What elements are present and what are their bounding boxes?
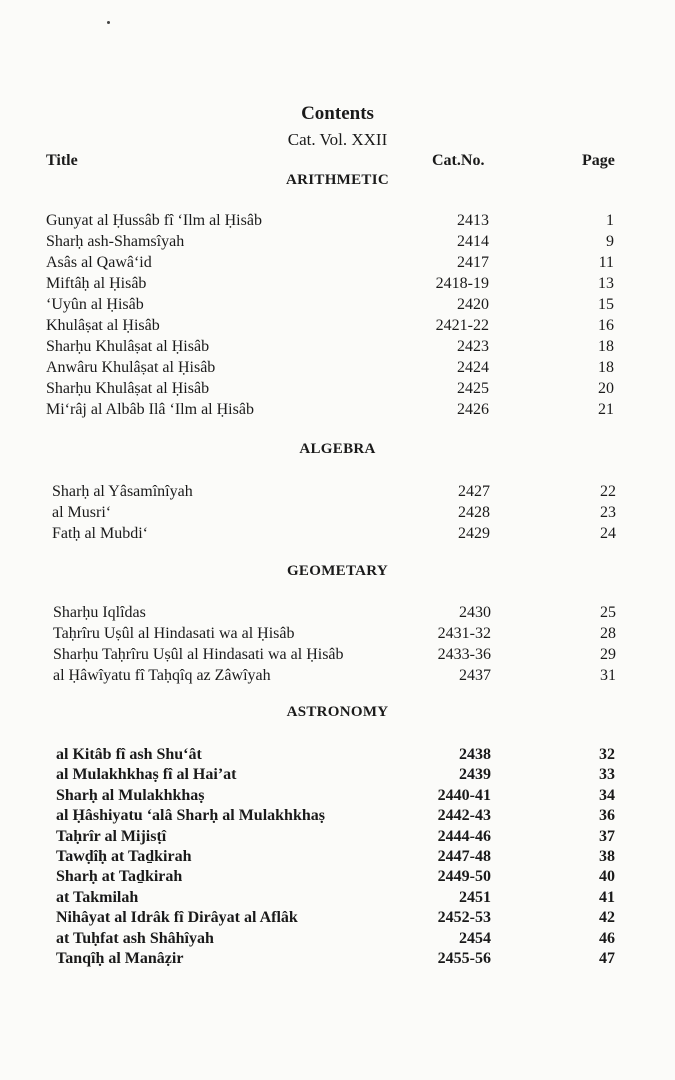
entry-catno: 2426 bbox=[457, 401, 489, 418]
column-header-catno: Cat.No. bbox=[432, 152, 485, 169]
entry-page: 23 bbox=[600, 504, 616, 521]
entry-title: Sharḥ ash-Shamsîyah bbox=[46, 233, 185, 250]
section-heading: GEOMETARY bbox=[286, 563, 389, 579]
entry-catno: 2431-32 bbox=[437, 625, 491, 642]
page-speck bbox=[107, 21, 110, 24]
entry-catno: 2451 bbox=[459, 888, 491, 906]
entry-page: 16 bbox=[598, 317, 614, 334]
entry-page: 40 bbox=[599, 868, 615, 886]
entry-title: al Kitâb fî ash Shu‘ât bbox=[56, 746, 202, 763]
toc-entry bbox=[46, 210, 614, 231]
entry-page: 41 bbox=[599, 888, 615, 906]
entry-title: Sharḥ al Mulakhkhaṣ bbox=[56, 786, 205, 804]
section-heading: ARITHMETIC bbox=[285, 172, 389, 188]
entry-page: 42 bbox=[599, 909, 615, 927]
entry-page: 28 bbox=[600, 625, 616, 642]
entry-catno: 2440-41 bbox=[437, 786, 491, 804]
entry-title: Nihâyat al Idrâk fî Dirâyat al Aflâk bbox=[56, 909, 298, 927]
entry-title: Taḥrîr al Mijisṭî bbox=[56, 827, 167, 845]
entry-catno: 2424 bbox=[457, 359, 489, 376]
entry-catno: 2423 bbox=[457, 338, 489, 355]
entry-title: Khulâṣat al Ḥisâb bbox=[46, 317, 160, 334]
entry-catno: 2414 bbox=[457, 233, 489, 250]
entry-catno: 2455-56 bbox=[437, 950, 491, 967]
entry-catno: 2425 bbox=[457, 380, 489, 397]
entry-title: Sharḥ al Yâsamînîyah bbox=[52, 483, 193, 500]
toc-entry bbox=[46, 378, 614, 399]
entry-catno: 2427 bbox=[458, 483, 490, 500]
section-heading: ASTRONOMY bbox=[286, 704, 389, 720]
entry-catno: 2452-53 bbox=[437, 909, 491, 927]
entry-page: 36 bbox=[599, 807, 615, 825]
entry-title: Mi‘râj al Albâb Ilâ ‘Ilm al Ḥisâb bbox=[46, 401, 254, 418]
entry-catno: 2429 bbox=[458, 525, 490, 542]
toc-entry bbox=[56, 866, 615, 887]
entry-page: 18 bbox=[598, 338, 614, 355]
entry-title: at Tuḥfat ash Shâhîyah bbox=[56, 929, 214, 947]
toc-entry bbox=[52, 502, 616, 523]
entry-catno: 2439 bbox=[459, 766, 491, 784]
entry-page: 11 bbox=[598, 254, 614, 271]
entry-title: Gunyat al Ḥussâb fî ‘Ilm al Ḥisâb bbox=[46, 212, 262, 229]
entry-page: 20 bbox=[598, 380, 614, 397]
toc-entry bbox=[53, 623, 616, 644]
entry-title: Sharḥu Taḥrîru Uṣûl al Hindasati wa al Ḥisâb bbox=[53, 646, 344, 663]
entry-catno: 2433-36 bbox=[437, 646, 491, 663]
toc-entry bbox=[53, 602, 616, 623]
toc-entry bbox=[46, 252, 614, 273]
toc-entry bbox=[46, 357, 614, 378]
entry-page: 18 bbox=[598, 359, 614, 376]
toc-entry bbox=[52, 481, 616, 502]
entry-title: Taḥrîru Uṣûl al Hindasati wa al Ḥisâb bbox=[53, 625, 295, 642]
entry-catno: 2444-46 bbox=[437, 827, 491, 845]
entry-catno: 2449-50 bbox=[437, 868, 491, 886]
entry-page: 1 bbox=[606, 212, 614, 229]
entry-catno: 2420 bbox=[457, 296, 489, 313]
entry-page: 37 bbox=[599, 827, 615, 845]
entry-title: al Musri‘ bbox=[52, 504, 112, 521]
entry-page: 33 bbox=[599, 766, 615, 784]
entry-title: Tanqîḥ al Manâẓir bbox=[56, 950, 184, 967]
toc-entry bbox=[46, 231, 614, 252]
entry-catno: 2454 bbox=[459, 929, 491, 947]
entry-title: at Takmilah bbox=[56, 888, 139, 906]
entry-title: Sharḥ at Taḏkirah bbox=[56, 868, 183, 886]
toc-entry bbox=[46, 399, 614, 420]
toc-entry bbox=[56, 805, 615, 826]
entry-page: 15 bbox=[598, 296, 614, 313]
page-subtitle: Cat. Vol. XXII bbox=[287, 130, 388, 149]
toc-entry bbox=[56, 907, 615, 928]
entry-catno: 2413 bbox=[457, 212, 489, 229]
entry-title: ‘Uyûn al Ḥisâb bbox=[46, 296, 144, 313]
entry-title: Tawḍîḥ at Taḏkirah bbox=[56, 848, 192, 865]
entry-catno: 2430 bbox=[459, 604, 491, 621]
entry-page: 46 bbox=[599, 929, 615, 947]
entry-catno: 2418-19 bbox=[435, 275, 489, 292]
toc-entry bbox=[56, 744, 615, 765]
toc-entry bbox=[56, 887, 615, 908]
entry-catno: 2417 bbox=[457, 254, 489, 271]
entry-title: Sharḥu Khulâṣat al Ḥisâb bbox=[46, 380, 210, 397]
toc-entry bbox=[53, 665, 616, 686]
toc-entry bbox=[46, 315, 614, 336]
toc-entry bbox=[56, 826, 615, 847]
entry-title: al Ḥâwîyatu fî Taḥqîq az Zâwîyah bbox=[53, 667, 271, 684]
toc-entry bbox=[56, 928, 615, 949]
entry-page: 38 bbox=[599, 848, 615, 865]
toc-entry bbox=[46, 336, 614, 357]
entry-page: 29 bbox=[600, 646, 616, 663]
entry-catno: 2438 bbox=[459, 746, 491, 763]
entry-title: al Ḥâshiyatu ‘alâ Sharḥ al Mulakhkhaṣ bbox=[56, 807, 325, 825]
entry-title: al Mulakhkhaṣ fî al Hai’at bbox=[56, 766, 237, 784]
entry-page: 24 bbox=[600, 525, 616, 542]
entry-page: 25 bbox=[600, 604, 616, 621]
entry-page: 21 bbox=[598, 401, 614, 418]
toc-entry bbox=[46, 273, 614, 294]
entry-title: Fatḥ al Mubdi‘ bbox=[52, 525, 148, 542]
toc-entry bbox=[56, 846, 615, 867]
toc-entry bbox=[56, 785, 615, 806]
section-heading: ALGEBRA bbox=[299, 441, 376, 457]
toc-entry bbox=[56, 764, 615, 785]
entry-title: Anwâru Khulâṣat al Ḥisâb bbox=[46, 359, 216, 376]
entry-title: Miftâḥ al Ḥisâb bbox=[46, 275, 147, 292]
entry-title: Sharḥu Iqlîdas bbox=[53, 604, 146, 621]
entry-page: 9 bbox=[606, 233, 614, 250]
entry-page: 13 bbox=[598, 275, 614, 292]
entry-catno: 2428 bbox=[458, 504, 490, 521]
toc-entry bbox=[56, 948, 615, 969]
entry-page: 22 bbox=[600, 483, 616, 500]
toc-entry bbox=[46, 294, 614, 315]
entry-catno: 2421-22 bbox=[435, 317, 489, 334]
column-header-title: Title bbox=[46, 152, 78, 169]
entry-page: 34 bbox=[599, 786, 615, 804]
entry-page: 31 bbox=[600, 667, 616, 684]
toc-entry bbox=[53, 644, 616, 665]
column-header-page: Page bbox=[582, 152, 615, 169]
entry-catno: 2437 bbox=[459, 667, 491, 684]
page-title: Contents bbox=[301, 103, 374, 124]
entry-catno: 2447-48 bbox=[437, 848, 491, 865]
entry-title: Sharḥu Khulâṣat al Ḥisâb bbox=[46, 338, 210, 355]
entry-title: Asâs al Qawâ‘id bbox=[46, 254, 152, 271]
toc-entry bbox=[52, 523, 616, 544]
entry-catno: 2442-43 bbox=[437, 807, 491, 825]
entry-page: 32 bbox=[599, 746, 615, 763]
entry-page: 47 bbox=[599, 950, 615, 967]
